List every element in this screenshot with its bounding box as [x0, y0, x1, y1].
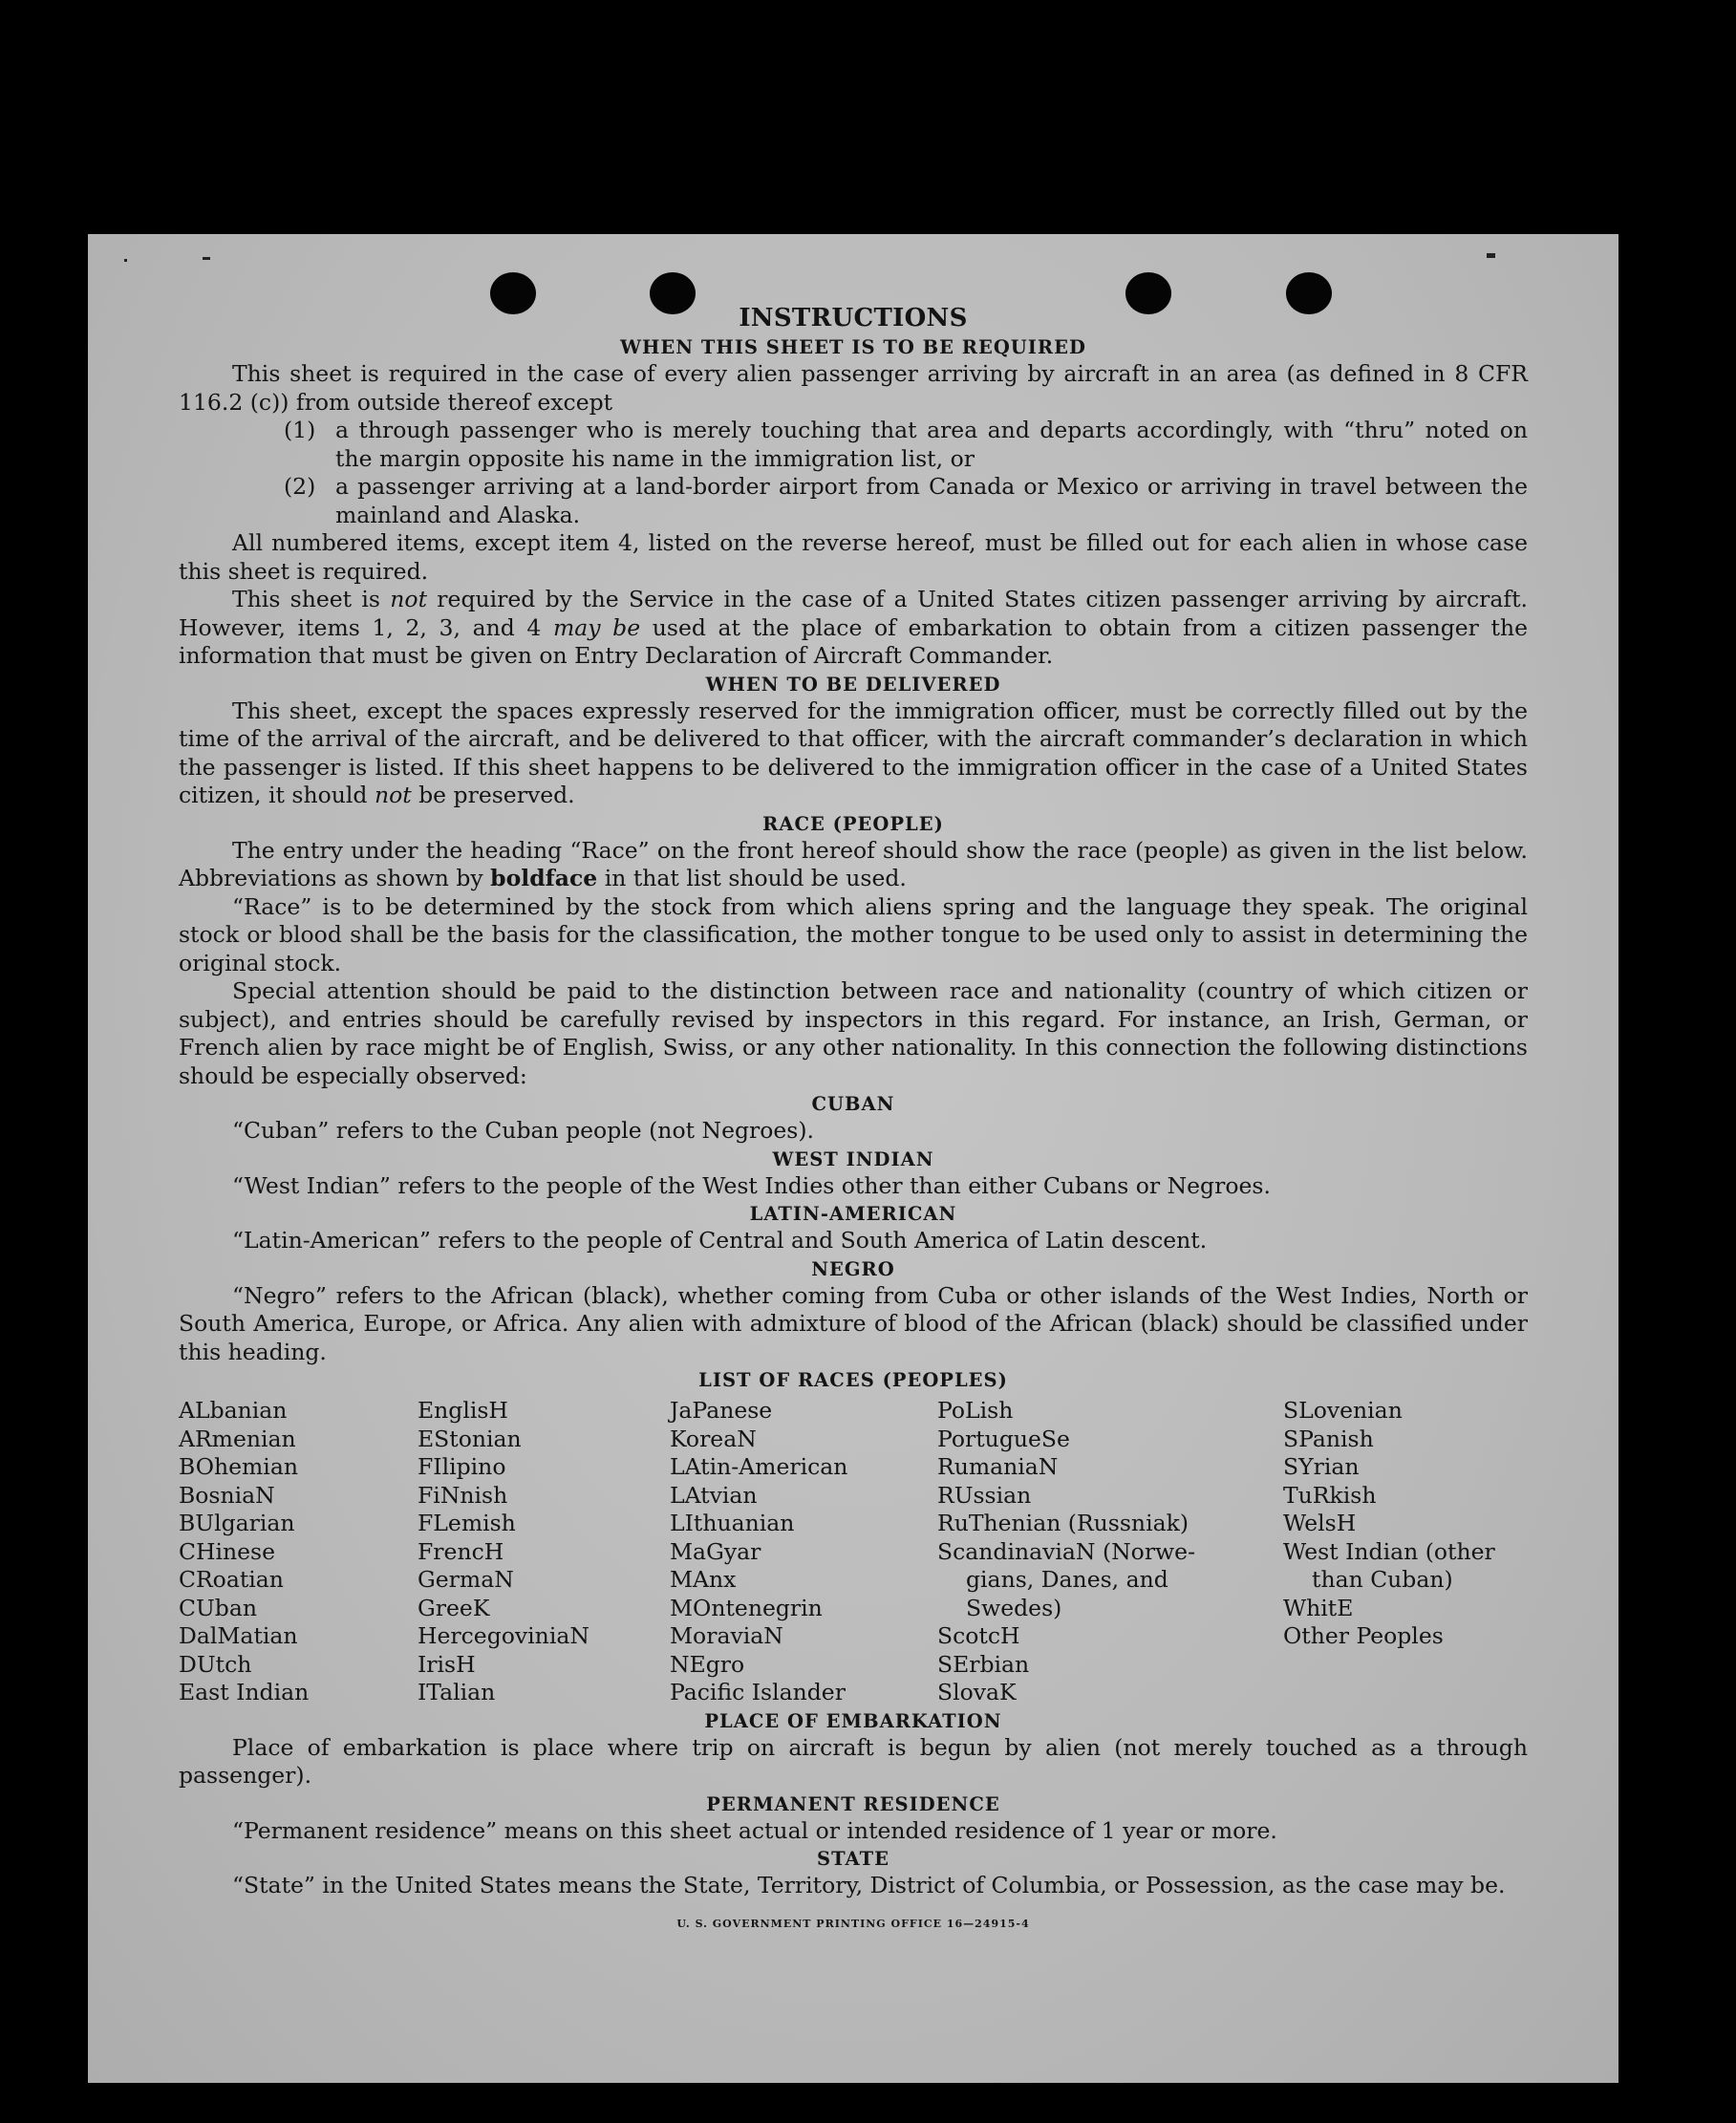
item-number: (2): [284, 473, 316, 500]
list-item: [179, 417, 1528, 473]
race-entry: CHinese: [179, 1537, 275, 1565]
race-column: [179, 1397, 418, 1707]
paragraph: “West Indian” refers to the people of the West Indies other than either Cubans or Negroes.: [232, 1171, 1271, 1199]
race-entry: RUssian: [937, 1481, 1032, 1509]
race-entry: SLovenian: [1283, 1397, 1403, 1424]
paragraph: “Cuban” refers to the Cuban people (not Negroes).: [232, 1117, 815, 1144]
race-entry: IrisH: [418, 1650, 476, 1678]
heading-race: RACE (PEOPLE): [762, 812, 944, 835]
paragraph: The entry under the heading “Race” on the front hereof should show the race (people) as given in the list below. Abbreviations as shown by boldface in that list should be used.: [179, 836, 1528, 891]
heading-when-delivered: WHEN TO BE DELIVERED: [705, 673, 1001, 696]
page-title: INSTRUCTIONS: [739, 304, 968, 332]
document-page: [88, 234, 1618, 2083]
heading-negro: NEGRO: [811, 1257, 895, 1280]
race-entry: GermaN: [418, 1566, 514, 1593]
item-text: a passenger arriving at a land-border airport from Canada or Mexico or arriving in travel between the mainland and Alaska.: [335, 473, 1528, 528]
race-entry: Swedes): [966, 1594, 1062, 1621]
race-entry: WhitE: [1283, 1594, 1354, 1621]
race-entry: FLemish: [418, 1510, 516, 1536]
paragraph: Place of embarkation is place where trip on aircraft is begun by alien (not merely touched as a through passenger).: [179, 1733, 1528, 1789]
race-entry: PoLish: [937, 1397, 1014, 1424]
race-entry: ScandinaviaN (Norwe-: [937, 1537, 1196, 1565]
race-entry: Pacific Islander: [670, 1679, 846, 1705]
race-entry: MAnx: [670, 1566, 737, 1593]
heading-state: STATE: [817, 1848, 889, 1870]
race-entry: WelsH: [1283, 1510, 1357, 1536]
race-entry: SlovaK: [937, 1679, 1017, 1705]
heading-when-required: WHEN THIS SHEET IS TO BE REQUIRED: [620, 336, 1086, 358]
race-entry: ARmenian: [179, 1425, 296, 1452]
race-entry: than Cuban): [1312, 1566, 1453, 1593]
race-entry: FrencH: [418, 1537, 504, 1565]
race-entry: SYrian: [1283, 1453, 1360, 1480]
paragraph: “Race” is to be determined by the stock from which aliens spring and the language they speak. The original stock or blood shall be the basis for the classification, the mother tongue to be used only to assist in determining the original stock.: [179, 892, 1528, 976]
race-column: [937, 1397, 1283, 1707]
race-entry: EStonian: [418, 1425, 522, 1452]
race-entry: LAtin-American: [670, 1453, 848, 1480]
race-entry: MOntenegrin: [670, 1594, 823, 1621]
race-entry: FIlipino: [418, 1453, 506, 1480]
paragraph: “Latin-American” refers to the people of Central and South America of Latin descent.: [232, 1227, 1208, 1254]
race-entry: TuRkish: [1283, 1481, 1377, 1509]
race-entry: MoraviaN: [670, 1622, 783, 1649]
race-entry: gians, Danes, and: [966, 1566, 1168, 1593]
printing-office-footer: U. S. GOVERNMENT PRINTING OFFICE 16—24915-4: [676, 1917, 1030, 1930]
race-list: [179, 1397, 1528, 1707]
race-entry: Other Peoples: [1283, 1622, 1444, 1649]
race-entry: BUlgarian: [179, 1510, 295, 1536]
paragraph: This sheet is required in the case of every alien passenger arriving by aircraft in an area (as defined in 8 CFR 116.2 (c)) from outside thereof except: [179, 360, 1528, 416]
heading-cuban: CUBAN: [811, 1093, 895, 1115]
race-entry: SErbian: [937, 1650, 1030, 1678]
race-entry: SPanish: [1283, 1425, 1374, 1452]
race-column: [670, 1397, 937, 1707]
speck: [1487, 253, 1495, 258]
heading-list-of-races: LIST OF RACES (PEOPLES): [698, 1369, 1008, 1391]
list-item: [179, 473, 1528, 529]
heading-permanent-residence: PERMANENT RESIDENCE: [706, 1792, 1000, 1815]
race-entry: GreeK: [418, 1594, 490, 1621]
race-column: [418, 1397, 670, 1707]
race-entry: NEgro: [670, 1650, 745, 1678]
race-entry: ITalian: [418, 1679, 496, 1705]
race-entry: ALbanian: [179, 1397, 288, 1424]
race-entry: BosniaN: [179, 1481, 275, 1509]
race-entry: RuThenian (Russniak): [937, 1510, 1189, 1536]
item-text: a through passenger who is merely touching that area and departs accordingly, with “thru” noted on the margin opposite his name in the immigration list, or: [335, 417, 1528, 472]
race-entry: East Indian: [179, 1679, 310, 1705]
race-entry: JaPanese: [670, 1397, 773, 1424]
race-entry: ScotcH: [937, 1622, 1020, 1649]
race-entry: RumaniaN: [937, 1453, 1059, 1480]
race-entry: CUban: [179, 1594, 257, 1621]
race-entry: BOhemian: [179, 1453, 298, 1480]
race-entry: KoreaN: [670, 1425, 757, 1452]
race-entry: FiNnish: [418, 1481, 508, 1509]
instructions-body: [179, 303, 1528, 1938]
paragraph: “State” in the United States means the State, Territory, District of Columbia, or Possession, as the case may be.: [232, 1872, 1506, 1898]
race-entry: HercegoviniaN: [418, 1622, 589, 1649]
race-entry: DalMatian: [179, 1622, 298, 1649]
race-column: [1283, 1397, 1528, 1707]
paragraph: “Permanent residence” means on this sheet actual or intended residence of 1 year or more.: [232, 1816, 1277, 1844]
race-entry: EnglisH: [418, 1397, 508, 1424]
paragraph: All numbered items, except item 4, listed on the reverse hereof, must be filled out for each alien in whose case this sheet is required.: [179, 529, 1528, 585]
race-entry: CRoatian: [179, 1566, 284, 1593]
speck: [203, 257, 210, 260]
heading-place-of-embarkation: PLACE OF EMBARKATION: [704, 1709, 1002, 1732]
race-entry: MaGyar: [670, 1537, 761, 1565]
paragraph: Special attention should be paid to the distinction between race and nationality (country of which citizen or subject), and entries should be carefully revised by inspectors in this regard. For instance, an Irish, German, or French alien by race might be of English, Swiss, or any other nationality. In this connection the following distinctions should be especially observed:: [179, 977, 1528, 1089]
speck: [124, 259, 127, 262]
paragraph: This sheet, except the spaces expressly reserved for the immigration officer, must be correctly filled out by the time of the arrival of the aircraft, and be delivered to that officer, with the aircraft commander’s declaration in which the passenger is listed. If this sheet happens to be delivered to the immigration officer in the case of a United States citizen, it should not be preserved.: [179, 697, 1528, 808]
paragraph: “Negro” refers to the African (black), whether coming from Cuba or other islands of the West Indies, North or South America, Europe, or Africa. Any alien with admixture of blood of the African (black) should be classified under this heading.: [179, 1281, 1528, 1365]
heading-latin-american: LATIN-AMERICAN: [749, 1203, 957, 1225]
paragraph: This sheet is not required by the Service in the case of a United States citizen passenger arriving by aircraft. However, items 1, 2, 3, and 4 may be used at the place of embarkation to obtain from a citizen passenger the information that must be given on Entry Declaration of Aircraft Commander.: [179, 586, 1529, 669]
race-entry: LAtvian: [670, 1481, 758, 1509]
race-entry: LIthuanian: [670, 1510, 795, 1536]
item-number: (1): [284, 417, 316, 443]
race-entry: PortugueSe: [937, 1425, 1070, 1452]
race-entry: DUtch: [179, 1650, 252, 1678]
heading-west-indian: WEST INDIAN: [772, 1147, 934, 1170]
race-entry: West Indian (other: [1283, 1537, 1495, 1565]
